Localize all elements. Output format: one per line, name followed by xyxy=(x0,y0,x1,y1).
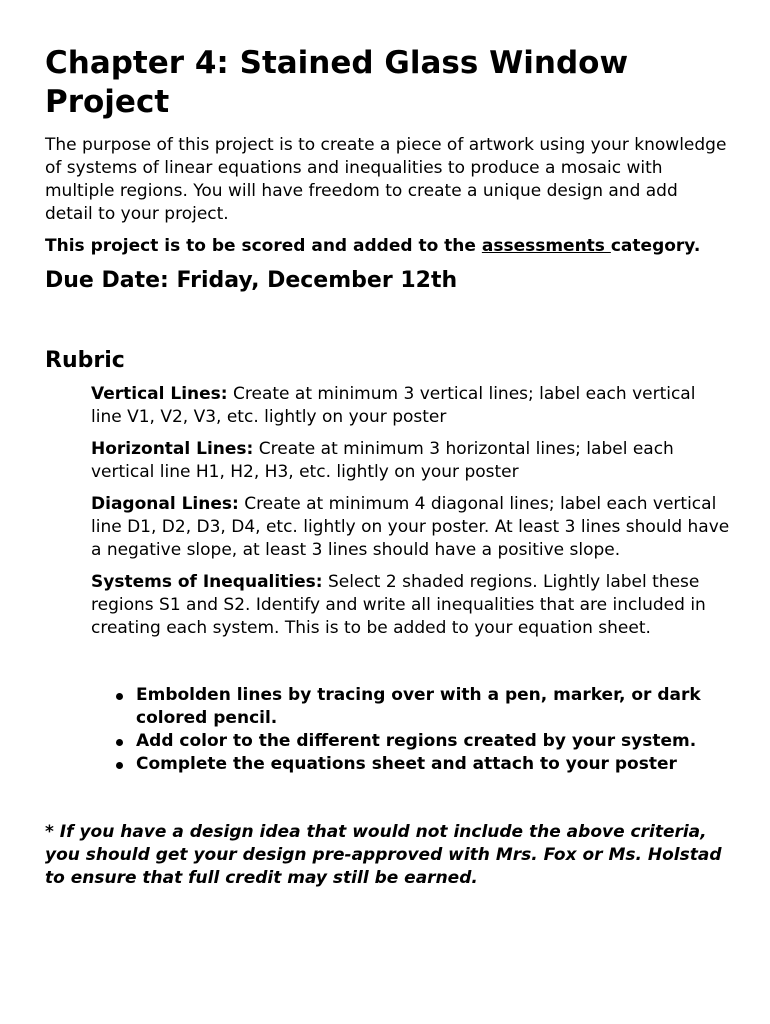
bullet-dot-icon xyxy=(116,739,123,746)
bullet-item-add-color xyxy=(116,730,730,753)
bullet-item-embolden xyxy=(116,684,730,730)
rubric-item-horizontal-lines xyxy=(91,438,730,484)
rubric-item-text: Create at minimum 3 horizontal lines; label each vertical line H1, H2, H3, etc. lightly on your poster xyxy=(91,439,674,482)
rubric-item-diagonal-lines xyxy=(91,493,730,562)
rubric-item-vertical-lines xyxy=(91,383,730,429)
scoring-suffix: category. xyxy=(610,236,701,256)
task-bullet-list xyxy=(45,684,730,776)
rubric-item-label: Diagonal Lines: xyxy=(91,494,239,514)
bullet-text: Add color to the different regions created by your system. xyxy=(136,731,697,751)
scoring-prefix: This project is to be scored and added to the xyxy=(45,236,482,256)
bullet-dot-icon xyxy=(116,762,123,769)
rubric-item-label: Systems of Inequalities: xyxy=(91,572,323,592)
due-date-heading: Due Date: Friday, December 12th xyxy=(45,268,458,293)
rubric-item-text: Create at minimum 3 vertical lines; label each vertical line V1, V2, V3, etc. lightly on your poster xyxy=(91,384,696,427)
rubric-heading: Rubric xyxy=(45,348,125,373)
bullet-item-equations-sheet xyxy=(116,753,730,776)
purpose-paragraph: The purpose of this project is to create a piece of artwork using your knowledge of systems of linear equations and inequalities to produce a mosaic with multiple regions. You will have freedom to create a unique design and add detail to your project. xyxy=(45,135,727,224)
design-approval-note: * If you have a design idea that would not include the above criteria, you should get your design pre-approved with Mrs. Fox or Ms. Holstad to ensure that full credit may still be earned. xyxy=(45,822,722,888)
rubric-item-systems-of-inequalities xyxy=(91,571,730,640)
rubric-list xyxy=(45,383,730,640)
rubric-item-label: Horizontal Lines: xyxy=(91,439,254,459)
bullet-dot-icon xyxy=(116,693,123,700)
bullet-text: Embolden lines by tracing over with a pen, marker, or dark colored pencil. xyxy=(136,685,701,728)
rubric-item-text: Select 2 shaded regions. Lightly label these regions S1 and S2. Identify and write all inequalities that are included in creating each system. This is to be added to your equation sheet. xyxy=(91,572,706,638)
bullet-text: Complete the equations sheet and attach to your poster xyxy=(136,754,677,774)
page-title: Chapter 4: Stained Glass Window Project xyxy=(45,45,629,120)
rubric-item-text: Create at minimum 4 diagonal lines; label each vertical line D1, D2, D3, D4, etc. lightly on your poster. At least 3 lines should have a negative slope, at least 3 lines should have a positive slope. xyxy=(91,494,730,560)
scoring-note xyxy=(45,235,730,258)
assessments-link[interactable]: assessments xyxy=(481,236,611,256)
rubric-item-label: Vertical Lines: xyxy=(91,384,228,404)
